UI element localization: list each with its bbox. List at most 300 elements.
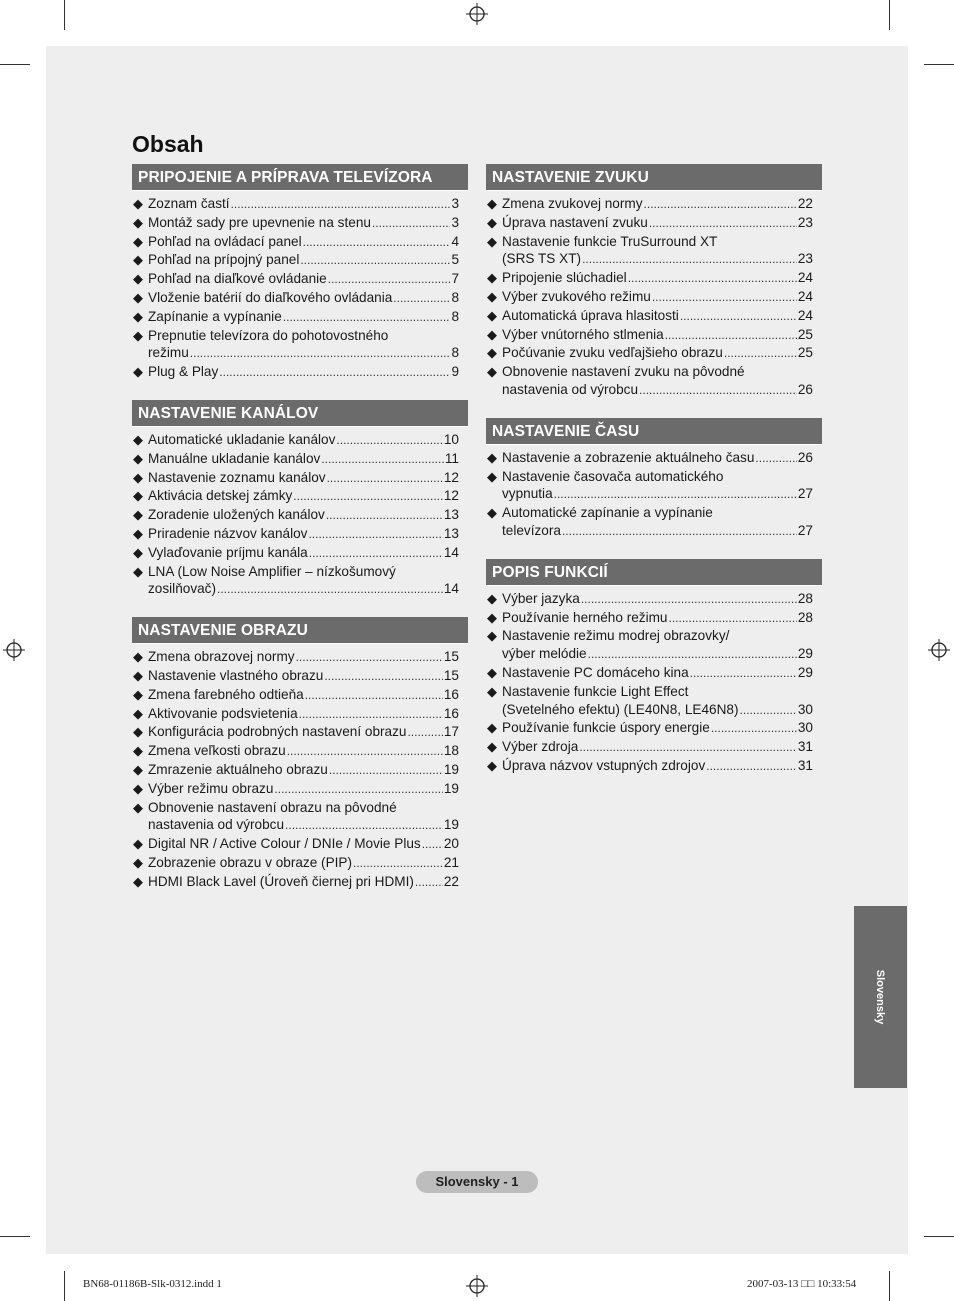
toc-entry-line (502, 645, 822, 664)
toc-page-number: 24 (797, 288, 813, 304)
toc-entry-title: Počúvanie zvuku vedľajšieho obrazu (502, 345, 723, 361)
dot-leader (219, 364, 450, 382)
toc-section (486, 418, 822, 541)
toc-entry-line (148, 363, 468, 382)
toc-entry-title: Montáž sady pre upevnenie na stenu (148, 214, 371, 230)
dot-leader (652, 289, 797, 307)
toc-page-number: 8 (451, 308, 459, 324)
toc-entry-title: Výber zdroja (502, 739, 579, 755)
toc-entry-line (502, 269, 822, 288)
toc-entry-line (502, 233, 822, 251)
dot-leader (231, 196, 451, 214)
toc-entry[interactable] (486, 609, 822, 628)
toc-section (132, 164, 468, 382)
bullet-diamond-icon: ◆ (133, 799, 143, 815)
toc-entry-line (148, 431, 468, 450)
dot-leader (293, 488, 443, 506)
toc-entry-title: Nastavenie vlastného obrazu (148, 667, 324, 683)
toc-entry-line (502, 214, 822, 233)
crop-mark (64, 1271, 65, 1301)
dot-leader (724, 345, 797, 363)
bullet-diamond-icon: ◆ (487, 739, 497, 755)
bullet-diamond-icon: ◆ (133, 686, 143, 702)
toc-entry-title: Digital NR / Active Colour / DNIe / Movie Plus (148, 836, 421, 852)
bullet-diamond-icon: ◆ (133, 544, 143, 560)
toc-page-number: 22 (443, 873, 459, 889)
toc-entry-line (148, 705, 468, 724)
toc-entry[interactable] (132, 327, 468, 364)
toc-page-number: 7 (451, 271, 459, 287)
toc-entry-line (148, 799, 468, 817)
toc-entry-title: Manuálne ukladanie kanálov (148, 450, 321, 466)
toc-entry-title: Pripojenie slúchadiel (502, 270, 627, 286)
toc-entry-line (148, 816, 468, 835)
dot-leader (680, 308, 797, 326)
toc-entry[interactable] (132, 308, 468, 327)
registration-mark-icon (928, 639, 950, 661)
section-heading: POPIS FUNKCIÍ (486, 559, 822, 586)
toc-entry[interactable] (132, 780, 468, 799)
toc-entry-title: Výber režimu obrazu (148, 780, 274, 796)
toc-entry-line (148, 195, 468, 214)
dot-leader (407, 724, 442, 742)
toc-entry[interactable] (132, 251, 468, 270)
toc-entry-title: LNA (Low Noise Amplifier – nízkošumový (148, 563, 396, 579)
toc-section (486, 164, 822, 400)
crop-mark (889, 0, 890, 30)
toc-page-number: 19 (443, 780, 459, 796)
toc-entry[interactable] (132, 233, 468, 252)
toc-entry-title: Nastavenie funkcie Light Effect (502, 683, 689, 699)
toc-entry-line (148, 544, 468, 563)
toc-entry-line (502, 683, 822, 701)
toc-entry-line (502, 381, 822, 400)
dot-leader (300, 252, 450, 270)
section-heading: NASTAVENIE ČASU (486, 418, 822, 445)
bullet-diamond-icon: ◆ (133, 507, 143, 523)
page-number-badge: Slovensky - 1 (416, 1171, 538, 1193)
toc-entry-line (502, 627, 822, 645)
bullet-diamond-icon: ◆ (133, 836, 143, 852)
toc-entry-line (502, 326, 822, 345)
bullet-diamond-icon: ◆ (133, 873, 143, 889)
toc-entry-line (148, 450, 468, 469)
toc-entry-line (148, 742, 468, 761)
dot-leader (740, 702, 797, 720)
toc-page-number: 27 (797, 522, 813, 538)
toc-entry[interactable] (132, 487, 468, 506)
bullet-diamond-icon: ◆ (487, 664, 497, 680)
bullet-diamond-icon: ◆ (133, 364, 143, 380)
toc-entry-line (148, 344, 468, 363)
toc-entry-title: Obnovenie nastavení obrazu na pôvodné (148, 799, 397, 815)
toc-entry-title: zosilňovač) (148, 581, 216, 597)
toc-entry[interactable] (132, 195, 468, 214)
toc-page-number: 3 (451, 214, 459, 230)
toc-entry-line (148, 835, 468, 854)
dot-leader (296, 649, 443, 667)
toc-entry-title: nastavenia od výrobcu (502, 381, 639, 397)
toc-entry[interactable] (132, 835, 468, 854)
dot-leader (327, 470, 443, 488)
toc-entry-line (148, 580, 468, 599)
toc-entry-line (148, 506, 468, 525)
dot-leader (328, 271, 451, 289)
toc-entry[interactable] (132, 270, 468, 289)
bullet-diamond-icon: ◆ (133, 743, 143, 759)
toc-entry[interactable] (132, 525, 468, 544)
toc-entry[interactable] (486, 195, 822, 214)
toc-page-number: 9 (451, 364, 459, 380)
toc-page-number: 28 (797, 609, 813, 625)
toc-entry[interactable] (486, 214, 822, 233)
toc-entry-title: Nastavenie časovača automatického (502, 468, 724, 484)
toc-entry-line (148, 289, 468, 308)
bullet-diamond-icon: ◆ (487, 449, 497, 465)
toc-section (132, 400, 468, 599)
toc-entry-line (148, 686, 468, 705)
bullet-diamond-icon: ◆ (487, 196, 497, 211)
toc-page-number: 24 (797, 270, 813, 286)
dot-leader (324, 668, 443, 686)
toc-page-number: 27 (797, 486, 813, 502)
toc-entry-line (502, 664, 822, 683)
toc-entry[interactable] (132, 563, 468, 600)
toc-entry[interactable] (486, 288, 822, 307)
toc-entry[interactable] (132, 854, 468, 873)
crop-mark (924, 64, 954, 65)
toc-entry-title: Automatické ukladanie kanálov (148, 431, 336, 447)
registration-mark-icon (3, 639, 25, 661)
toc-entry-line (502, 468, 822, 486)
toc-entry-line (148, 308, 468, 327)
toc-entry-title: Používanie herného režimu (502, 609, 668, 625)
bullet-diamond-icon: ◆ (133, 761, 143, 777)
toc-page-number: 10 (443, 431, 459, 447)
toc-entry-title: Konfigurácia podrobných nastavení obrazu (148, 724, 407, 740)
crop-mark (889, 1271, 890, 1301)
toc-entry-line (148, 214, 468, 233)
toc-section (486, 559, 822, 776)
toc-entry-title: režimu (148, 345, 189, 361)
toc-entry-line (502, 288, 822, 307)
toc-entry-line (148, 761, 468, 780)
toc-entry-line (502, 719, 822, 738)
bullet-diamond-icon: ◆ (133, 780, 143, 796)
bullet-diamond-icon: ◆ (133, 469, 143, 485)
bullet-diamond-icon: ◆ (133, 563, 143, 579)
bullet-diamond-icon: ◆ (487, 288, 497, 304)
dot-leader (562, 523, 797, 541)
bullet-diamond-icon: ◆ (133, 450, 143, 466)
toc-entry-title: Aktivovanie podsvietenia (148, 705, 298, 721)
toc-entry-line (502, 250, 822, 269)
toc-entry[interactable] (132, 761, 468, 780)
toc-entry-title: (Svetelného efektu) (LE40N8, LE46N8) (502, 701, 739, 717)
toc-entry-title: Úprava názvov vstupných zdrojov (502, 757, 706, 773)
bullet-diamond-icon: ◆ (487, 326, 497, 342)
dot-leader (665, 327, 797, 345)
bullet-diamond-icon: ◆ (133, 233, 143, 249)
toc-entry[interactable] (132, 723, 468, 742)
dot-leader (287, 743, 443, 761)
toc-entry-line (148, 780, 468, 799)
toc-page-number: 4 (451, 233, 459, 249)
toc-entry-line (148, 854, 468, 873)
toc-entry[interactable] (132, 431, 468, 450)
dot-leader (336, 432, 442, 450)
bullet-diamond-icon: ◆ (487, 364, 497, 380)
toc-page-number: 26 (797, 381, 813, 397)
toc-entry-title: nastavenia od výrobcu (148, 817, 285, 833)
toc-entry-title: televízora (502, 522, 561, 538)
dot-leader (393, 290, 450, 308)
section-heading: NASTAVENIE OBRAZU (132, 617, 468, 644)
toc-entry[interactable] (132, 450, 468, 469)
toc-entry[interactable] (486, 344, 822, 363)
toc-page-number: 30 (797, 701, 813, 717)
dot-leader (644, 196, 797, 214)
toc-entry-line (502, 522, 822, 541)
bullet-diamond-icon: ◆ (487, 590, 497, 606)
toc-entry-line (502, 701, 822, 720)
toc-page-number: 20 (443, 836, 459, 852)
toc-page-number: 29 (797, 664, 813, 680)
bullet-diamond-icon: ◆ (133, 196, 143, 211)
toc-page-number: 28 (797, 590, 813, 606)
footer-file-info: BN68-01186B-Slk-0312.indd 1 (83, 1278, 222, 1290)
section-heading: PRIPOJENIE A PRÍPRAVA TELEVÍZORA (132, 164, 468, 191)
toc-entry-title: Priradenie názvov kanálov (148, 525, 308, 541)
toc-entry[interactable] (132, 799, 468, 836)
toc-entry[interactable] (486, 269, 822, 288)
toc-entry[interactable] (132, 469, 468, 488)
toc-entry[interactable] (486, 449, 822, 468)
toc-entry-title: Pohľad na prípojný panel (148, 252, 300, 268)
toc-entry[interactable] (132, 648, 468, 667)
toc-entry-title: Používanie funkcie úspory energie (502, 720, 710, 736)
toc-page-number: 14 (443, 581, 459, 597)
dot-leader (628, 270, 797, 288)
toc-page-number: 23 (797, 251, 813, 267)
toc-entry-line (502, 363, 822, 381)
toc-page-number: 16 (443, 686, 459, 702)
toc-entry-title: Pohľad na diaľkové ovládanie (148, 271, 327, 287)
toc-page-number: 21 (443, 854, 459, 870)
toc-entry-line (502, 307, 822, 326)
toc-entry-title: Výber vnútorného stlmenia (502, 326, 664, 342)
dot-leader (588, 646, 797, 664)
toc-page-number: 16 (443, 705, 459, 721)
section-heading: NASTAVENIE ZVUKU (486, 164, 822, 191)
bullet-diamond-icon: ◆ (133, 214, 143, 230)
registration-mark-icon (466, 1275, 488, 1297)
toc-entry-line (148, 563, 468, 581)
toc-entry[interactable] (486, 326, 822, 345)
toc-entry[interactable] (486, 664, 822, 683)
toc-page-number: 13 (443, 525, 459, 541)
dot-leader (579, 739, 797, 757)
toc-entry[interactable] (486, 719, 822, 738)
crop-mark (924, 1236, 954, 1237)
toc-entry-line (148, 525, 468, 544)
dot-leader (353, 855, 443, 873)
toc-entry-title: Zobrazenie obrazu v obraze (PIP) (148, 854, 353, 870)
toc-entry[interactable] (132, 214, 468, 233)
toc-entry[interactable] (486, 683, 822, 720)
toc-page-number: 15 (443, 667, 459, 683)
dot-leader (581, 591, 797, 609)
toc-page-number: 25 (797, 326, 813, 342)
toc-entry-title: Zapínanie a vypínanie (148, 308, 282, 324)
toc-entry[interactable] (132, 686, 468, 705)
toc-entry[interactable] (132, 742, 468, 761)
toc-entry-title: Plug & Play (148, 364, 219, 380)
toc-page-number: 29 (797, 646, 813, 662)
bullet-diamond-icon: ◆ (487, 307, 497, 323)
toc-entry[interactable] (132, 363, 468, 382)
toc-entry-title: Nastavenie funkcie TruSurround XT (502, 233, 718, 249)
toc-entry[interactable] (486, 307, 822, 326)
toc-entry-title: Nastavenie zoznamu kanálov (148, 469, 326, 485)
bullet-diamond-icon: ◆ (133, 667, 143, 683)
bullet-diamond-icon: ◆ (487, 683, 497, 699)
toc-entry-line (148, 469, 468, 488)
toc-entry-title: výber melódie (502, 646, 587, 662)
dot-leader (283, 309, 451, 327)
dot-leader (274, 781, 442, 799)
toc-entry-line (148, 233, 468, 252)
toc-entry-line (148, 667, 468, 686)
toc-entry-title: Vylaďovanie príjmu kanála (148, 544, 308, 560)
toc-entry[interactable] (486, 590, 822, 609)
toc-page-number: 13 (443, 507, 459, 523)
toc-page-number: 19 (443, 817, 459, 833)
toc-entry[interactable] (486, 757, 822, 776)
toc-entry-line (502, 195, 822, 214)
toc-entry[interactable] (486, 738, 822, 757)
toc-entry-title: Nastavenie a zobrazenie aktuálneho času (502, 449, 755, 465)
toc-entry[interactable] (486, 504, 822, 541)
toc-page-number: 8 (451, 345, 459, 361)
toc-entry-title: Automatická úprava hlasitosti (502, 307, 679, 323)
toc-entry[interactable] (486, 363, 822, 400)
bullet-diamond-icon: ◆ (133, 252, 143, 268)
bullet-diamond-icon: ◆ (133, 327, 143, 343)
toc-entry-title: Aktivácia detskej zámky (148, 488, 293, 504)
toc-page-number: 31 (797, 739, 813, 755)
toc-entry-line (502, 609, 822, 628)
dot-leader (415, 874, 443, 892)
dot-leader (190, 345, 451, 363)
dot-leader (299, 706, 443, 724)
toc-entry-line (502, 485, 822, 504)
dot-leader (326, 507, 443, 525)
dot-leader (308, 526, 442, 544)
toc-page-number: 3 (451, 196, 459, 211)
toc-entry-title: Výber jazyka (502, 590, 580, 606)
toc-page-number: 14 (443, 544, 459, 560)
toc-entry-title: HDMI Black Lavel (Úroveň čiernej pri HDMI) (148, 873, 414, 889)
toc-entry-title: vypnutia (502, 486, 553, 502)
dot-leader (706, 758, 797, 776)
toc-entry-line (502, 504, 822, 522)
toc-entry[interactable] (486, 627, 822, 664)
toc-page-number: 15 (443, 649, 459, 665)
toc-entry-title: (SRS TS XT) (502, 251, 582, 267)
toc-entry-line (148, 487, 468, 506)
toc-entry-title: Zoznam častí (148, 196, 230, 211)
crop-mark (0, 64, 30, 65)
toc-entry[interactable] (132, 705, 468, 724)
toc-entry-line (148, 251, 468, 270)
registration-mark-icon (466, 3, 488, 25)
toc-entry-line (502, 738, 822, 757)
page-title: Obsah (132, 131, 204, 157)
toc-entry-title: Nastavenie režimu modrej obrazovky/ (502, 628, 730, 644)
bullet-diamond-icon: ◆ (133, 271, 143, 287)
bullet-diamond-icon: ◆ (487, 233, 497, 249)
toc-page-number: 17 (443, 724, 459, 740)
bullet-diamond-icon: ◆ (487, 270, 497, 286)
toc-page-number: 24 (797, 307, 813, 323)
dot-leader (217, 581, 443, 599)
toc-entry[interactable] (486, 233, 822, 270)
toc-page-number: 8 (451, 289, 459, 305)
toc-column-left (132, 164, 468, 910)
dot-leader (309, 545, 443, 563)
dot-leader (554, 486, 797, 504)
toc-entry[interactable] (132, 544, 468, 563)
toc-entry[interactable] (132, 289, 468, 308)
toc-page-number: 5 (451, 252, 459, 268)
toc-section (132, 617, 468, 891)
toc-entry[interactable] (132, 506, 468, 525)
toc-entry-title: Automatické zapínanie a vypínanie (502, 505, 713, 521)
toc-entry-title: Nastavenie PC domáceho kina (502, 664, 689, 680)
dot-leader (649, 215, 797, 233)
bullet-diamond-icon: ◆ (487, 214, 497, 230)
bullet-diamond-icon: ◆ (133, 525, 143, 541)
toc-page-number: 25 (797, 345, 813, 361)
bullet-diamond-icon: ◆ (487, 468, 497, 484)
bullet-diamond-icon: ◆ (133, 854, 143, 870)
language-side-tab (854, 906, 907, 1088)
toc-entry-title: Zmena farebného odtieňa (148, 686, 304, 702)
crop-mark (64, 0, 65, 30)
section-heading: NASTAVENIE KANÁLOV (132, 400, 468, 427)
toc-page-number: 11 (444, 450, 459, 466)
dot-leader (372, 215, 451, 233)
bullet-diamond-icon: ◆ (487, 757, 497, 773)
toc-entry[interactable] (132, 667, 468, 686)
bullet-diamond-icon: ◆ (487, 609, 497, 625)
toc-entry-line (148, 723, 468, 742)
side-tab-label: Slovensky (874, 969, 886, 1025)
toc-page-number: 19 (443, 761, 459, 777)
toc-entry[interactable] (132, 873, 468, 892)
toc-entry[interactable] (486, 468, 822, 505)
toc-entry-line (502, 590, 822, 609)
dot-leader (285, 817, 443, 835)
dot-leader (690, 665, 797, 683)
toc-entry-title: Pohľad na ovládací panel (148, 233, 302, 249)
toc-entry-title: Úprava nastavení zvuku (502, 214, 648, 230)
toc-entry-line (148, 873, 468, 892)
toc-page-number: 23 (797, 214, 813, 230)
toc-entry-line (148, 327, 468, 345)
toc-column-right (486, 164, 822, 794)
